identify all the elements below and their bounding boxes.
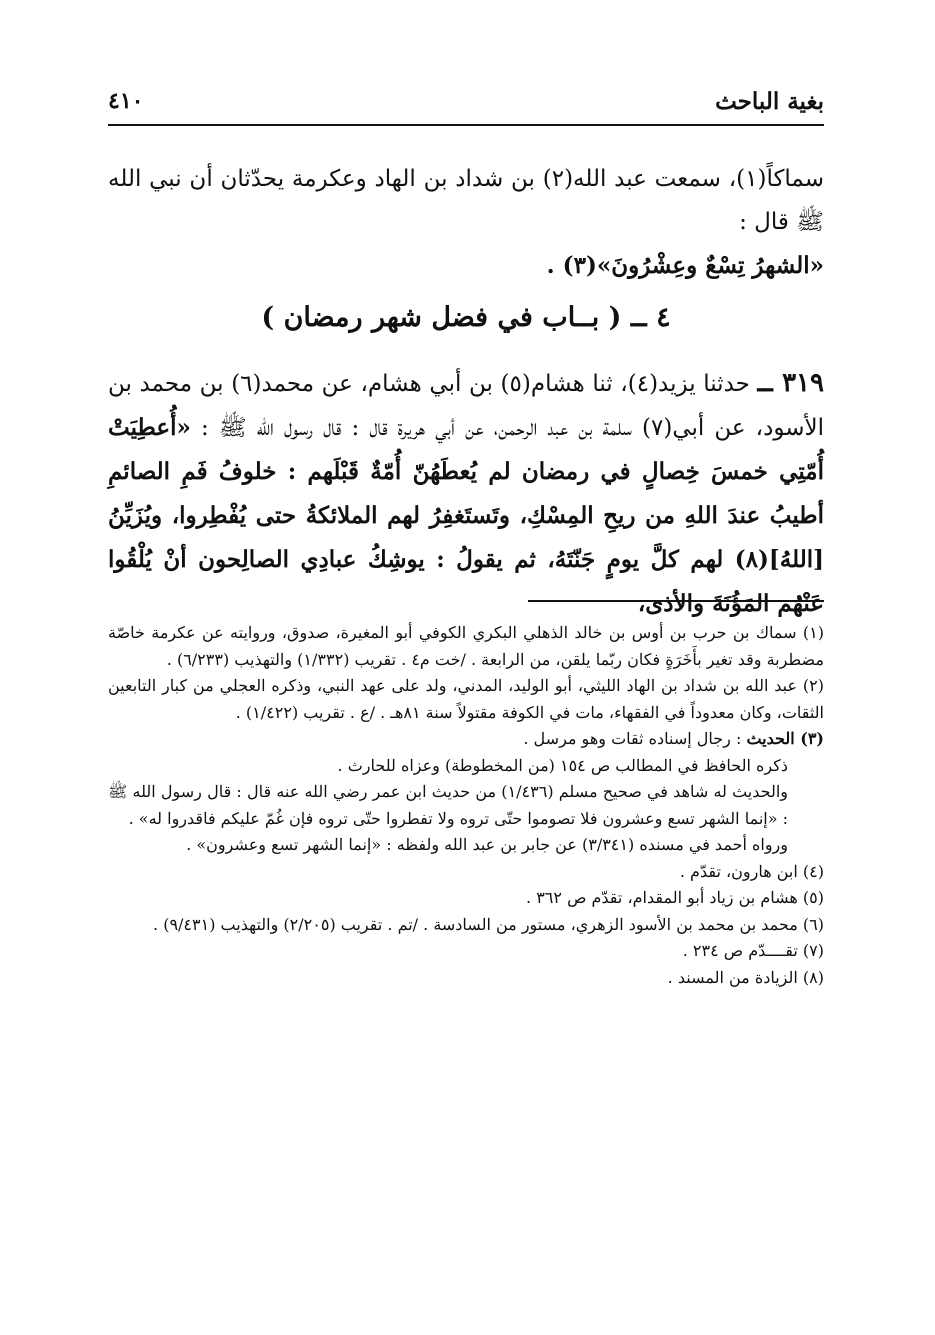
footnote-separator <box>528 600 824 602</box>
intro-line-1: سماكاً(١)، سمعت عبد الله(٢) بن شداد بن الهاد وعكرمة يحدّثان أن نبي الله ﷺ قال : <box>108 166 824 235</box>
footnote-text: (٧) تقــــدّم ص ٢٣٤ . <box>682 941 824 960</box>
page-number: ٤١٠ <box>108 88 144 114</box>
footnote-text: والحديث له شاهد في صحيح مسلم (١/٤٣٦) من حديث ابن عمر رضي الله عنه قال : قال رسول الله ﷺ : «إنما الشهر تسع وعشرون فلا تصوموا حتّى تروه ولا تفطروا حتّى تروه فإن غُمّ عليكم فاقدروا له» . <box>108 782 789 828</box>
footnote-text: (١) سماك بن حرب بن أوس بن خالد الذهلي البكري الكوفي أبو المغيرة، صدوق، وروايته عن عكرمة خاصّة مضطربة وقد تغير بأَخَرَةٍ فكان ربّما يلقن، من الرابعة . /خت م٤ . تقريب (١/٣٣٢) والتهذيب (٦/٢٣٣) . <box>108 623 824 669</box>
footnote-label: (٣) الحديث <box>746 729 824 748</box>
hadith-paragraph <box>108 362 824 626</box>
footnote-6 <box>108 912 824 939</box>
footnotes <box>108 620 824 991</box>
footnote-text: (٨) الزيادة من المسند . <box>667 967 824 987</box>
footnote-text: (٥) هشام بن زياد أبو المقدام، تقدّم ص ٣٦٢ . <box>526 888 824 907</box>
chapter-title: ٤ ــ ( بــاب في فضل شهر رمضان ) <box>261 302 671 333</box>
running-header <box>108 88 824 126</box>
footnote-3 <box>108 726 824 753</box>
footnote-5 <box>108 885 824 912</box>
footnote-text: (٤) ابن هارون، تقدّم . <box>679 861 824 881</box>
footnote-text: (٢) عبد الله بن شداد بن الهاد الليثي، أبو الوليد، المدني، ولد على عهد النبي، وذكره العجلي من كبار التابعين الثقات، وكان معدوداً في الفقهاء، مات في الكوفة مقتولاً سنة ٨١هـ . /ع . تقريب (١/٤٢٢) . <box>108 676 825 722</box>
footnote-text: : رجال إسناده ثقات وهو مرسل . <box>523 729 747 748</box>
footnote-3-source <box>108 753 824 780</box>
footnote-4 <box>108 859 824 886</box>
footnote-8 <box>108 965 824 992</box>
footnote-text: ذكره الحافظ في المطالب ص ١٥٤ (من المخطوطة) وعزاه للحارث . <box>337 755 788 775</box>
footnote-2 <box>108 673 824 726</box>
footnote-1 <box>108 620 824 673</box>
footnote-3-witness <box>108 779 824 832</box>
footnote-text: (٦) محمد بن محمد بن الأسود الزهري، مستور من السادسة . /تم . تقريب (٢/٢٠٥) والتهذيب (٩/٤٣١) . <box>153 914 824 934</box>
hadith-number: ٣١٩ ــ <box>757 368 824 398</box>
footnote-3-ahmad <box>108 832 824 859</box>
intro-paragraph <box>108 158 824 288</box>
footnote-text: ورواه أحمد في مسنده (٣/٣٤١) عن جابر بن عبد الله ولفظه : «إنما الشهر تسع وعشرون» . <box>186 835 788 854</box>
hadith-matn: «أُعطِيَتْ أُمّتِي خمسَ خِصالٍ في رمضان لم يُعطَهُنّ أُمّةٌ قَبْلَهم : خلوفُ فَمِ الصائمِ أطيبُ عندَ اللهِ من ريحِ المِسْكِ، وتَستَغفِرُ لهم الملائكةُ حتى يُفْطِروا، ويُزَيِّنُ [اللهُ](٨) لهم كلَّ يومٍ جَنّتَهُ، ثم يقولُ : يوشِكُ عبادِي الصالِحون أنْ يُلْقُوا عَنْهُم المَؤُنَةَ والأذى، <box>108 414 824 617</box>
intro-line-2: «الشهرُ تِسْعٌ وعِشْرُونَ»(٣) . <box>546 252 824 279</box>
hadith-isnad: حدثنا يزيد(٤)، ثنا هشام(٥) بن أبي هشام، عن محمد(٦) بن محمد بن الأسود، عن أبي(٧) سلمة بن عبد الرحمن، عن أبي هريرة قال : قال رسول الله ﷺ : <box>108 371 825 441</box>
footnote-7 <box>108 938 824 965</box>
book-title: بغية الباحث <box>715 88 824 115</box>
